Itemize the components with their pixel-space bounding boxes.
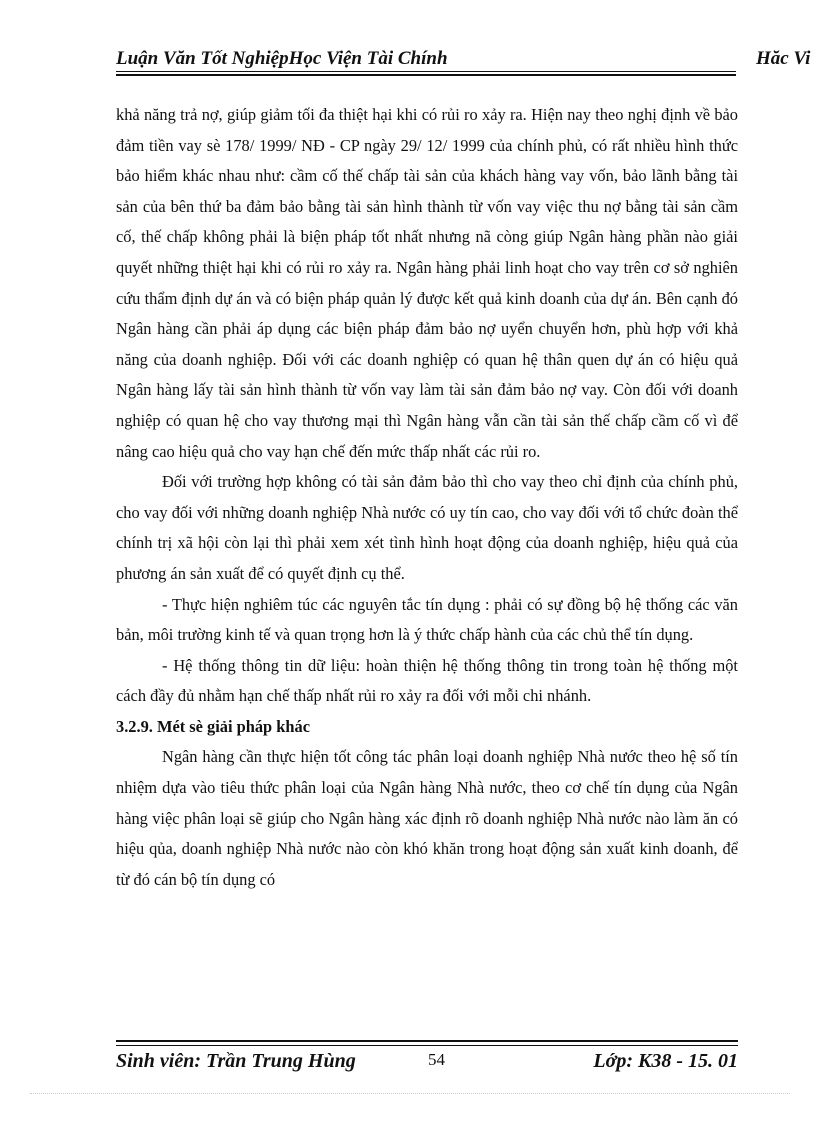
dotted-divider xyxy=(30,1093,790,1094)
footer-rule-thick xyxy=(116,1040,738,1042)
paragraph-5: Ngân hàng cần thực hiện tốt công tác phân loại doanh nghiệp Nhà nước theo hệ số tín nhiệm dựa vào tiêu thức phân loại của Ngân hàng Nhà nước, theo cơ chế tín dụng của Ngân hàng việc phân loại sẽ giúp cho Ngân hàng xác định rõ doanh nghiệp Nhà nước nào làm ăn có hiệu qủa, doanh nghiệp Nhà nước nào còn khó khăn trong hoạt động sản xuất kinh doanh, để từ đó cán bộ tín dụng có xyxy=(116,747,738,889)
header-right-text: Hăc Vi xyxy=(756,48,811,69)
page-number: 54 xyxy=(428,1050,445,1069)
student-name: Sinh viên: Trần Trung Hùng xyxy=(116,1050,356,1072)
class-label: Lớp: K38 - 15. 01 xyxy=(593,1050,738,1072)
header-rule-thick xyxy=(116,74,736,76)
paragraph-1: khả năng trả nợ, giúp giảm tối đa thiệt hại khi có rủi ro xảy ra. Hiện nay theo nghị định về bảo đảm tiền vay sè 178/ 1999/ NĐ - CP ngày 29/ 12/ 1999 của chính phủ, có rất nhiều hình thức bảo hiểm khác nhau như: cầm cố thế chấp tài sản của khách hàng vay vốn, bảo lãnh bằng tài sản của bên thứ ba đảm bảo bằng tài sản hình thành từ vốn vay việc thu nợ bằng tài sản cầm cố, thế chấp không phải là biện pháp tốt nhất nhưng nã còng giúp Ngân hàng phần nào giải quyết những thiệt hại khi có rủi ro xảy ra. Ngân hàng phải linh hoạt cho vay trên cơ sở nghiên cứu thẩm định dự án và có biện pháp quản lý được kết quả kinh doanh của dự án. Bên cạnh đó Ngân hàng cần phải áp dụng các biện pháp đảm bảo nợ uyển chuyển hơn, phù hợp với khả năng của doanh nghiệp. Đối với các doanh nghiệp có quan hệ thân quen dự án có hiệu quả Ngân hàng lấy tài sản hình thành từ vốn vay làm tài sản đảm bảo nợ vay. Còn đối với doanh nghiệp có quan hệ cho vay thương mại thì Ngân hàng vẫn cần tài sản thế chấp cầm cố vì để nâng cao hiệu quả cho vay hạn chế đến mức thấp nhất các rủi ro. xyxy=(116,105,738,461)
page-footer xyxy=(116,1050,738,1078)
document-body xyxy=(116,100,738,895)
paragraph-4: - Hệ thống thông tin dữ liệu: hoàn thiện hệ thống thông tin trong toàn hệ thống một cách đầy đủ nhằm hạn chế thấp nhất rủi ro xảy ra đối với mỗi chi nhánh. xyxy=(116,655,738,706)
paragraph-3: - Thực hiện nghiêm túc các nguyên tắc tín dụng : phải có sự đồng bộ hệ thống các văn bản, môi trường kinh tế và quan trọng hơn là ý thức chấp hành của các chủ thể tín dụng. xyxy=(116,594,738,645)
header-rule xyxy=(116,71,736,72)
header-title: Luận Văn Tốt NghiệpHọc Viện Tài Chính xyxy=(116,48,448,69)
paragraph-2: Đối với trường hợp không có tài sản đảm bảo thì cho vay theo chỉ định của chính phủ, cho vay đối với những doanh nghiệp Nhà nước có uy tín cao, cho vay đối với tổ chức đoàn thể chính trị xã hội còn lại thì phải xem xét tình hình hoạt động của doanh nghiệp, hiệu quả của phương án sản xuất để có quyết định cụ thể. xyxy=(116,472,738,583)
section-heading: 3.2.9. Mét sè giải pháp khác xyxy=(116,716,310,736)
footer-rule xyxy=(116,1045,738,1046)
